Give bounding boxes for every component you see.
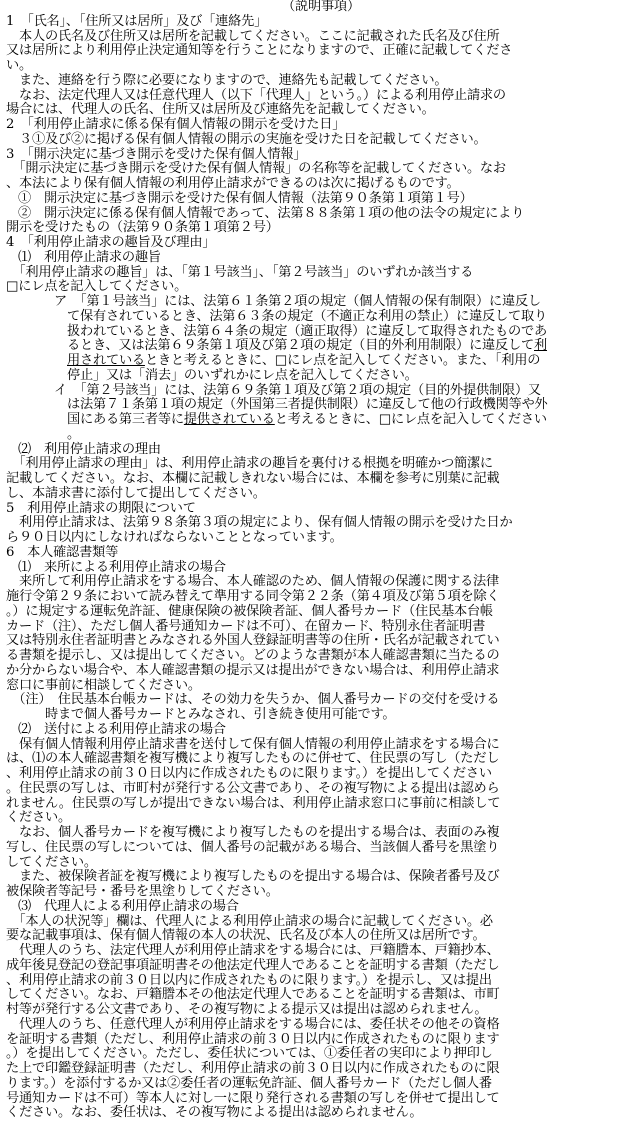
text-line [6,649,500,664]
line-text: 記載してください。なお、本欄に記載しきれない場合には、本欄を参考に別葉に記載 [6,471,500,487]
text-line [6,929,485,944]
line-text: してください。 [6,854,97,870]
line-text: 代理人のうち、法定代理人が利用停止請求をする場合には、戸籍謄本、戸籍抄本、 [6,943,500,959]
text-line [6,605,493,620]
line-text: 号通知カードは不可）等本人に対し一に限り発行される書類の写しを併せて提出して [6,1090,500,1106]
line-text: 6 本人確認書類等 [6,544,119,560]
text-line [6,280,187,295]
line-text: 「本人の状況等」欄は、代理人による利用停止請求の場合に記載してください。必 [6,913,493,929]
line-text: 、利用停止請求の前３０日以内に作成されたものに限ります。）を提出してください [6,766,492,782]
underlined-text: 利 [534,338,548,354]
text-line [6,59,32,74]
line-text: 窓口に事前に相談してください。 [6,677,201,693]
text-line [6,797,500,812]
line-text: ら９０日以内にしなければならないこととなっています。 [6,530,343,546]
text-line [6,177,460,192]
line-text: 。）を提出してください。ただし、委任状については、①委任者の実印により押印し [6,1046,493,1062]
line-text: は、⑴の本人確認書類を複写機により複写したものに併せて、住民票の写し（ただし [6,751,500,767]
text-line [18,723,226,738]
text-line [6,44,512,59]
text-line [6,133,487,148]
line-text: 成年後見登記の登記事項証明書その他法定代理人であることを証明する書類（ただし [6,957,500,973]
line-text: 。）に規定する運転免許証、健康保険の被保険者証、個人番号カード（住民基本台帳 [6,603,493,619]
line-text: 又は特別永住者証明書とみなされる外国人登録証明書等の住所・氏名が記載されてい [6,633,500,649]
text-line [6,708,395,723]
text-line [6,590,500,605]
line-text: 本人の氏名及び住所又は居所を記載してください。ここに記載された氏名及び住所 [6,28,500,44]
text-line [6,944,500,959]
line-text: 「利用停止請求の趣旨」は、「第１号該当」、「第２号該当」のいずれか該当する [6,264,474,280]
text-line [6,236,215,251]
text-line [6,767,492,782]
line-text: 、利用停止請求の前３０日以内に作成されたものに限ります。）を提示し、又は提出 [6,972,492,988]
line-text: 1 「氏名」、「住所又は居所」及び「連絡先」 [6,13,268,29]
line-text: カード（注）、ただし個人番号通知カードは不可）、在留カード、特別永住者証明書 [6,618,486,634]
line-text: また、連絡を行う際に必要になりますので、連絡先も記載してください。 [6,72,448,88]
text-line [54,428,80,443]
line-text: ３①及び②に掲げる保有個人情報の開示の実施を受けた日を記載してください。 [6,131,487,147]
line-text: ⑴ 利用停止請求の趣旨 [18,249,161,265]
line-text: 施行令第２９条において読み替えて準用する同令第２２条（第４項及び第５項を除く [6,589,500,605]
text-line [6,664,499,679]
line-text: 利用停止請求は、法第９８条第３項の規定により、保有個人情報の開示を受けた日か [6,515,513,531]
line-text: 保有個人情報利用停止請求書を送付して保有個人情報の利用停止請求をする場合に [6,736,500,752]
line-text: た上で印鑑登録証明書（ただし、利用停止請求の前３０日以内に作成されたものに限 [6,1061,500,1077]
line-text: 要な記載事項は、保有個人情報の本人の状況、氏名及び本人の住所又は居所です。 [6,928,486,944]
text-line [6,841,499,856]
line-text: 扱われているとき、法第６４条の規定（適正取得）に違反して取得されたものであ [54,323,547,339]
text-line [6,546,118,561]
text-line [54,310,547,325]
text-line [6,693,499,708]
line-text: してください。なお、戸籍謄本その他法定代理人であることを証明する書類は、市町 [6,987,500,1003]
line-text: ときと考えるときに、□にレ点を記入してください。また、「利用の [144,353,541,369]
text-line [6,782,500,797]
text-line [6,634,500,649]
line-text: イ 「第２号該当」には、法第６９条第１項及び第２項の規定（目的外提供制限）又 [54,382,541,398]
text-line [6,811,71,826]
text-line [6,1106,422,1121]
line-text: 代理人のうち、任意代理人が利用停止請求をする場合には、委任状その他その資格 [6,1016,500,1032]
underlined-text: 提供されている [183,412,275,428]
line-text: なお、法定代理人又は任意代理人（以下「代理人」という。）による利用停止請求の [6,87,506,103]
line-text: 時まで個人番号カードとみなされ、引き続き使用可能です。 [6,707,396,723]
text-line [6,103,435,118]
line-text: 停止」又は「消去」のいずれかにレ点を記入してください。 [54,367,418,383]
text-line [54,354,540,369]
document-title: （説明事項） [282,0,360,14]
text-line [6,1018,500,1033]
line-text: 写し、住民票の写しについては、個人番号の記載がある場合、当該個人番号を黒塗り [6,839,500,855]
line-text: い。 [6,58,32,74]
line-text: 3 「開示決定に基づき開示を受けた保有個人情報」 [6,146,307,162]
text-line [54,413,547,428]
line-text: ア 「第１号該当」には、法第６１条第２項の規定（個人情報の保有制限）に違反し [54,294,541,310]
line-text [54,353,67,368]
line-text: ⑶ 代理人による利用停止請求の場合 [18,898,239,914]
text-line [6,472,500,487]
line-text: （注） 住民基本台帳カードは、その効力を失うか、個人番号カードの交付を受ける [6,692,500,708]
line-text: 。 [54,426,80,442]
line-text: ① 開示決定に基づき開示を受けた保有個人情報（法第９０条第１項第１号） [18,190,473,206]
text-line [6,162,506,177]
line-text: 来所して利用停止請求をする場合、本人確認のため、個人情報の保護に関する法律 [6,574,499,590]
line-text: ⑵ 送付による利用停止請求の場合 [18,721,226,737]
text-line [6,74,447,89]
line-text: 国にある第三者等に [54,412,184,428]
text-line [6,457,493,472]
text-line [6,885,279,900]
text-line [18,192,473,207]
line-text: 村等が発行する公文書であり、その複写物による提示又は提出は認められません。 [6,1002,488,1018]
line-text: 場合には、代理人の氏名、住所又は居所及び連絡先を記載してください。 [6,102,435,118]
text-line [6,221,279,236]
line-text: は法第７１条第１項の規定（外国第三者提供制限）に違反して他の行政機関等や外 [54,397,548,413]
text-line [54,295,541,310]
text-line [6,531,343,546]
underlined-text: 用されている [67,353,145,369]
text-line [6,752,499,767]
text-line [6,1077,492,1092]
text-line [6,575,499,590]
text-line [6,870,500,885]
line-text: また、被保険者証を複写機により複写したものを提出する場合は、保険者番号及び [6,869,500,885]
line-text: 、本法により保有個人情報の利用停止請求ができるのは次に掲げるものです。 [6,176,460,192]
line-text: る書類を提示し、又は提出してください。どのような書類が本人確認書類に当たるの [6,648,500,664]
line-text: ください。 [6,810,71,826]
line-text: 4 「利用停止請求の趣旨及び理由」 [6,235,216,251]
text-line [6,487,266,502]
text-line [6,118,345,133]
text-line [6,516,513,531]
text-line [54,369,418,384]
text-line [18,251,161,266]
line-text: 「利用停止請求の理由」は、利用停止請求の趣旨を裏付ける根拠を明確かつ簡潔に [6,456,493,472]
line-text: か分からない場合や、本人確認書類の提示又は提出ができない場合は、利用停止請求 [6,662,500,678]
line-text: ② 開示決定に係る保有個人情報であって、法第８８条第１項の他の法令の規定により [18,205,525,221]
text-line [6,1062,500,1077]
text-line [54,398,548,413]
line-text: 。住民票の写しは、市町村が発行する公文書であり、その複写物による提出は認めら [6,780,500,796]
text-line [6,1003,487,1018]
line-text: 開示を受けたもの（法第９０条第１項第２号） [6,220,279,236]
line-text: 「開示決定に基づき開示を受けた保有個人情報」の名称等を記載してください。なお [6,161,506,177]
text-line [18,900,239,915]
line-text: 5 利用停止請求の期限について [6,500,196,516]
line-text: ります。）を添付するか又は②委任者の運転免許証、個人番号カード（ただし個人番 [6,1075,492,1091]
text-line [6,959,500,974]
line-text: 又は居所により利用停止決定通知等を行うことになりますので、正確に記載してくださ [6,43,513,59]
line-text: □にレ点を記入してください。 [6,279,188,295]
line-text: と考えるときに、□にレ点を記入してください [274,412,547,428]
line-text: るとき、又は法第６９条第１項及び第２項の規定（目的外利用制限）に違反して [54,338,535,354]
text-line [6,988,500,1003]
line-text: 被保険者等記号・番号を黒塗りしてください。 [6,884,279,900]
line-text: なお、個人番号カードを複写機により複写したものを提出する場合は、表面のみ複 [6,825,500,841]
text-line [6,15,267,30]
line-text: し、本請求書に添付して提出してください。 [6,485,266,501]
text-line [6,826,500,841]
line-text: ⑴ 来所による利用停止請求の場合 [18,559,226,575]
line-text: を証明する書類（ただし、利用停止請求の前３０日以内に作成されたものに限ります [6,1031,500,1047]
line-text: れません。住民票の写しが提出できない場合は、利用停止請求窓口に事前に相談して [6,795,501,811]
line-text: ⑵ 利用停止請求の理由 [18,441,161,457]
line-text: ください。なお、委任状は、その複写物による提出は認められません。 [6,1105,423,1121]
text-line [6,1047,493,1062]
line-text: て保有されているとき、法第６３条の規定（不適正な利用の禁止）に違反して取り [54,308,547,324]
line-text: 2 「利用停止請求に係る保有個人情報の開示を受けた日」 [6,117,346,133]
text-line [54,339,547,354]
